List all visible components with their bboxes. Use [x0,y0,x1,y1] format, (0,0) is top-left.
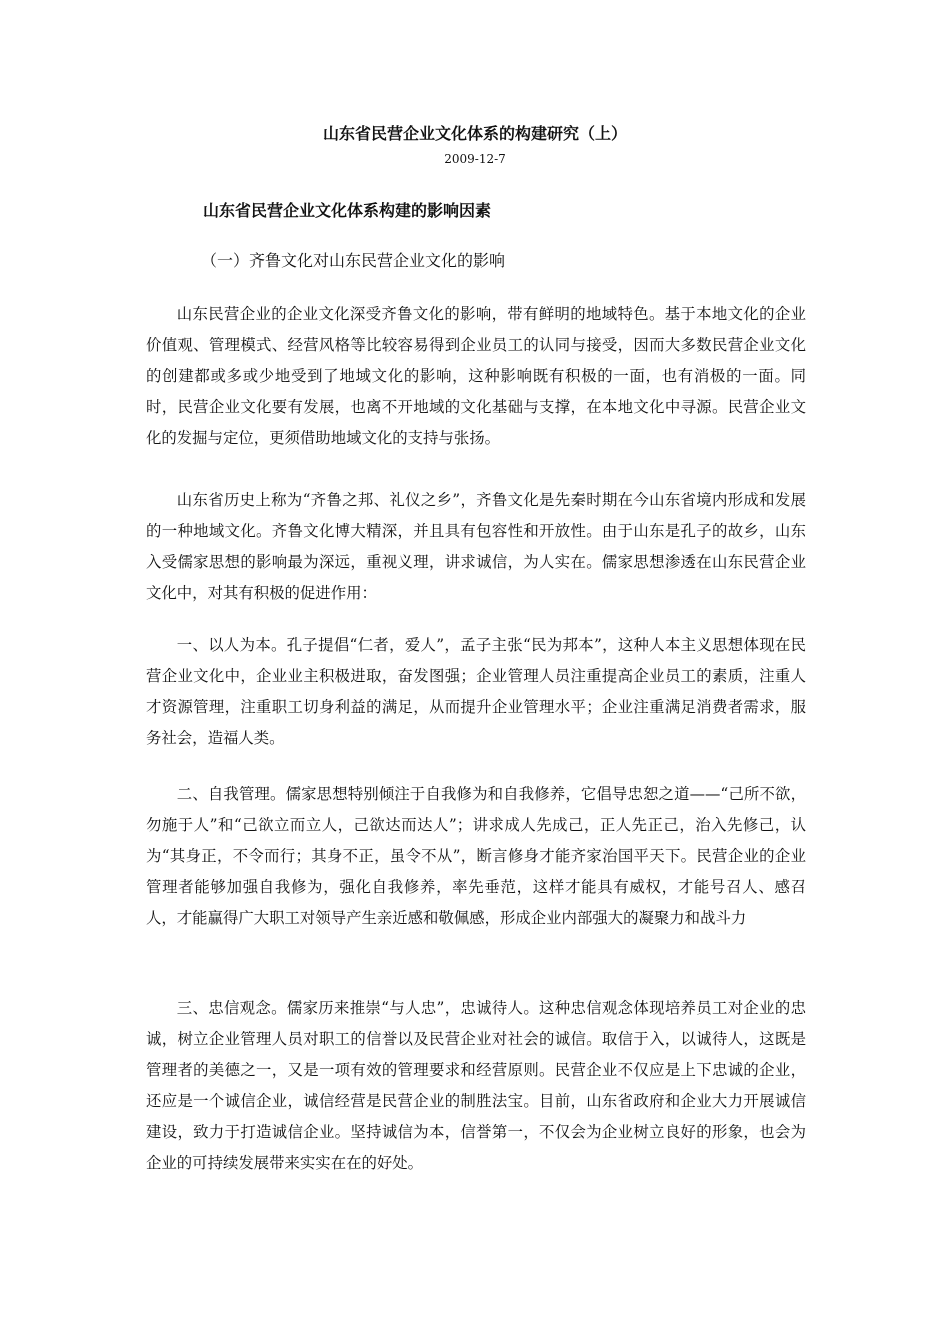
document-date: 2009-12-7 [444,152,506,166]
paragraph [146,993,806,1210]
paragraph-text: 三、忠信观念。儒家历来推崇“与人忠”，忠诚待人。这种忠信观念体现培养员工对企业的忠诚，树立企业管理人员对职工的信誉以及民营企业对社会的诚信。取信于入，以诚待人，这既是管理者的美德之一，又是一项有效的管理要求和经营原则。民营企业不仅应是上下忠诚的企业，还应是一个诚信企业，诚信经营是民营企业的制胜法宝。目前，山东省政府和企业大力开展诚信建设，致力于打造诚信企业。坚持诚信为本，信誉第一，不仅会为企业树立良好的形象，也会为企业的可持续发展带来实实在在的好处。 [146,999,806,1172]
paragraph [146,299,806,485]
paragraph-text: 山东民营企业的企业文化深受齐鲁文化的影响，带有鲜明的地域特色。基于本地文化的企业价值观、管理模式、经营风格等比较容易得到企业员工的认同与接受，因而大多数民营企业文化的创建都或多或少地受到了地域文化的影响，这种影响既有积极的一面，也有消极的一面。同时，民营企业文化要有发展，也离不开地域的文化基础与支撑，在本地文化中寻源。民营企业文化的发掘与定位，更须借助地域文化的支持与张扬。 [146,305,806,447]
paragraph-text: 山东省历史上称为“齐鲁之邦、礼仪之乡”，齐鲁文化是先秦时期在今山东省境内形成和发展的一种地域文化。齐鲁文化博大精深，并且具有包容性和开放性。由于山东是孔子的故乡，山东入受儒家思想的影响最为深远，重视义理，讲求诚信，为人实在。儒家思想渗透在山东民营企业文化中，对其有积极的促进作用： [146,491,806,602]
document-title: 山东省民营企业文化体系的构建研究（上） [322,124,627,143]
sub-heading: （一）齐鲁文化对山东民营企业文化的影响 [201,251,506,270]
paragraph [146,630,806,785]
paragraph-text: 一、以人为本。孔子提倡“仁者，爱人”，孟子主张“民为邦本”，这种人本主义思想体现在民营企业文化中，企业业主积极进取，奋发图强；企业管理人员注重提高企业员工的素质，注重人才资源管理，注重职工切身利益的满足，从而提升企业管理水平；企业注重满足消费者需求，服务社会，造福人类。 [146,636,806,747]
paragraph [146,485,806,640]
paragraph-text: 二、自我管理。儒家思想特别倾注于自我修为和自我修养，它倡导忠恕之道——“己所不欲，勿施于人”和“己欲立而立人，己欲达而达人”；讲求成人先成己，正人先正己，治入先修己，认为“其身正，不令而行；其身不正，虽令不从”，断言修身才能齐家治国平天下。民营企业的企业管理者能够加强自我修为，强化自我修养，率先垂范，这样才能具有威权，才能号召人、感召人，才能赢得广大职工对领导产生亲近感和敬佩感，形成企业内部强大的凝聚力和战斗力 [146,785,806,927]
paragraph [146,779,806,965]
section-heading: 山东省民营企业文化体系构建的影响因素 [203,201,492,220]
